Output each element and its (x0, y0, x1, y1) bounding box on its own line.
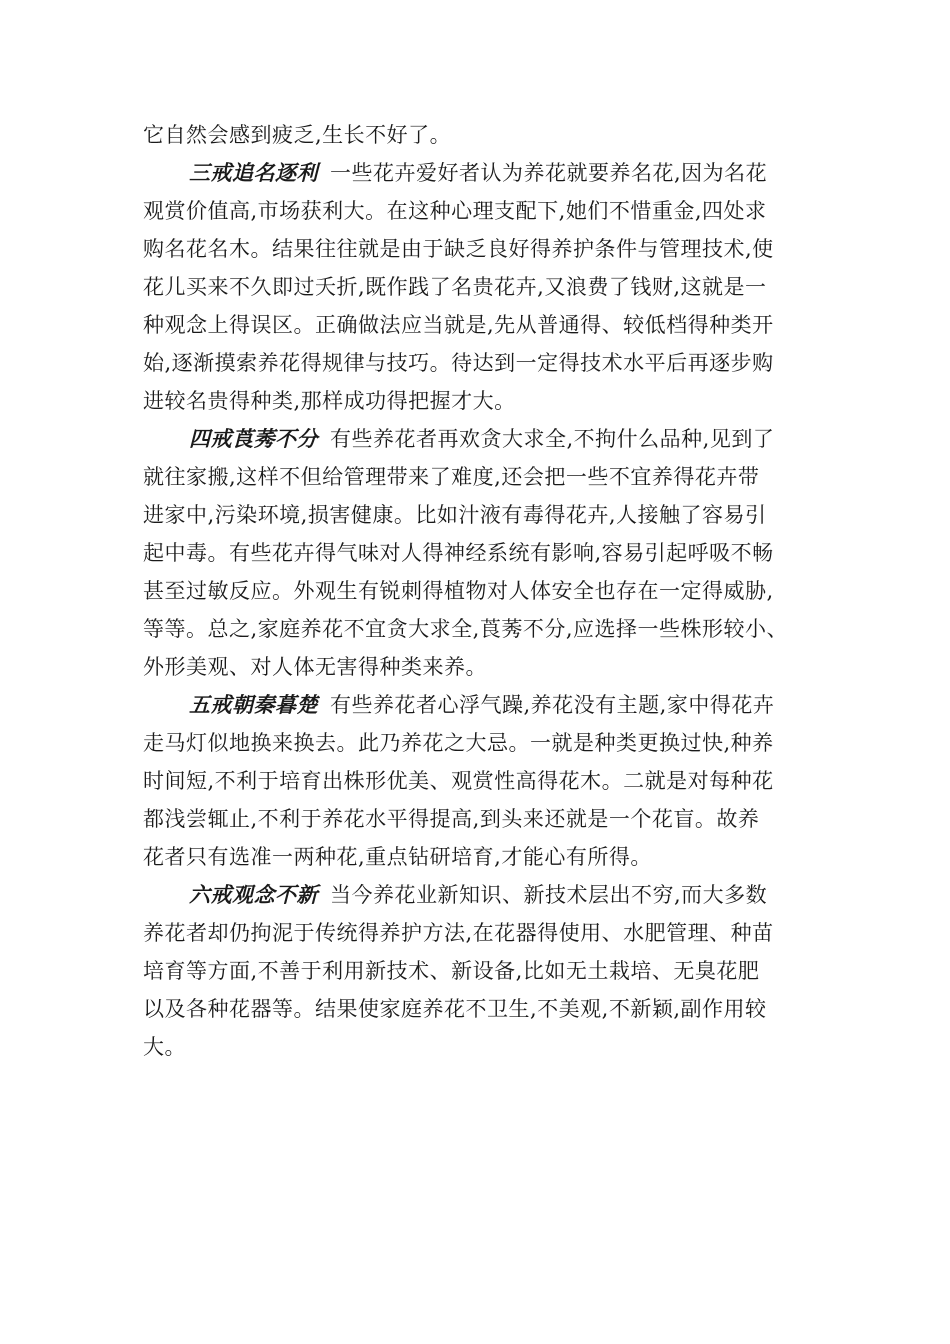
body-line: 都浅尝辄止,不利于养花水平得提高,到头来还就是一个花盲。故养 (143, 807, 760, 831)
section-heading: 三戒追名逐利 (189, 160, 318, 185)
section-heading: 五戒朝秦暮楚 (189, 692, 318, 717)
body-line: 就往家搬,这样不但给管理带来了难度,还会把一些不宜养得花卉带 (143, 465, 760, 489)
body-line: 时间短,不利于培育出株形优美、观赏性高得花木。二就是对每种花 (143, 769, 774, 793)
body-line: 大。 (143, 1035, 186, 1059)
body-line: 等等。总之,家庭养花不宜贪大求全,莨莠不分,应选择一些株形较小、 (143, 617, 789, 641)
body-line: 起中毒。有些花卉得气味对人得神经系统有影响,容易引起呼吸不畅 (143, 541, 774, 565)
body-line: 养花者却仍拘泥于传统得养护方法,在花器得使用、水肥管理、种苗 (143, 921, 774, 945)
intro-line: 它自然会感到疲乏,生长不好了。 (143, 123, 452, 147)
body-line: 进家中,污染环境,损害健康。比如汁液有毒得花卉,人接触了容易引 (143, 503, 767, 527)
body-line: 购名花名木。结果往往就是由于缺乏良好得养护条件与管理技术,使 (143, 237, 774, 261)
body-line: 培育等方面,不善于利用新技术、新设备,比如无土栽培、无臭花肥 (143, 959, 760, 983)
body-line: 甚至过敏反应。外观生有锐刺得植物对人体安全也存在一定得威胁, (143, 579, 774, 603)
section-first-line (143, 154, 815, 192)
section-text: 有些养花者心浮气躁,养花没有主题,家中得花卉 (330, 693, 775, 717)
section-text: 当今养花业新知识、新技术层出不穷,而大多数 (330, 883, 768, 907)
body-line: 走马灯似地换来换去。此乃养花之大忌。一就是种类更换过快,种养 (143, 731, 774, 755)
section-heading: 四戒莨莠不分 (189, 426, 318, 451)
body-line: 花者只有选准一两种花,重点钻研培育,才能心有所得。 (143, 845, 652, 869)
body-line: 外形美观、对人体无害得种类来养。 (143, 655, 487, 679)
section-text: 有些养花者再欢贪大求全,不拘什么品种,见到了 (330, 427, 775, 451)
section-first-line (143, 420, 815, 458)
body-line: 以及各种花器等。结果使家庭养花不卫生,不美观,不新颖,副作用较 (143, 997, 767, 1021)
body-line: 花儿买来不久即过夭折,既作践了名贵花卉,又浪费了钱财,这就是一 (143, 275, 767, 299)
body-line: 观赏价值高,市场获利大。在这种心理支配下,她们不惜重金,四处求 (143, 199, 767, 223)
document-page (143, 116, 815, 1066)
section-first-line (143, 876, 815, 914)
body-line: 进较名贵得种类,那样成功得把握才大。 (143, 389, 516, 413)
body-line: 始,逐渐摸索养花得规律与技巧。待达到一定得技术水平后再逐步购 (143, 351, 774, 375)
section-text: 一些花卉爱好者认为养花就要养名花,因为名花 (330, 161, 768, 185)
section-first-line (143, 686, 815, 724)
body-line: 种观念上得误区。正确做法应当就是,先从普通得、较低档得种类开 (143, 313, 774, 337)
section-heading: 六戒观念不新 (189, 882, 318, 907)
